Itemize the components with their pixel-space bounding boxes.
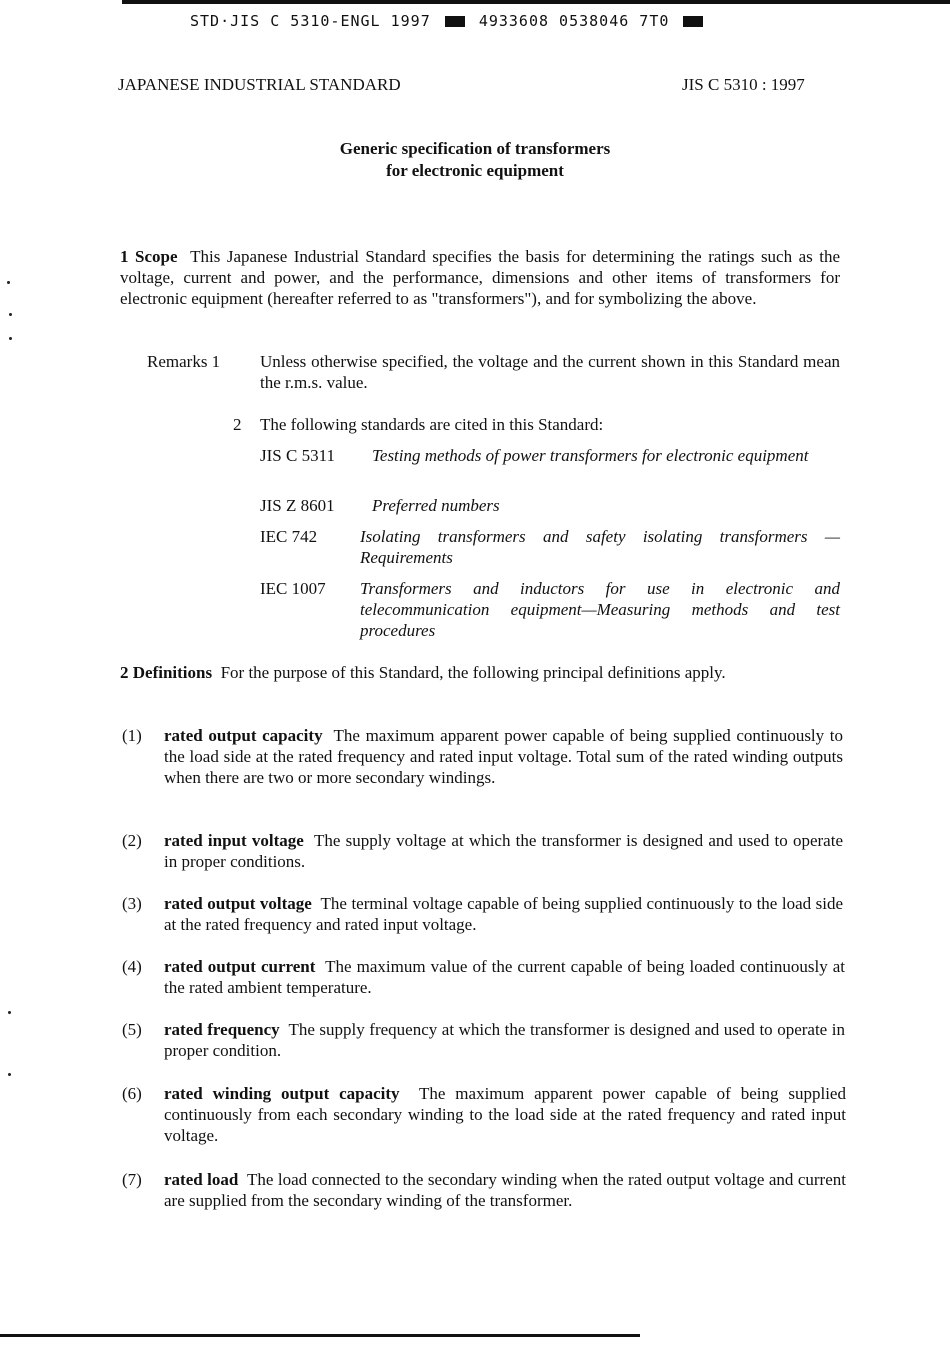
reference-code: JIS C 5311 <box>260 446 335 465</box>
document-title <box>0 138 950 182</box>
definitions-heading: 2 Definitions <box>120 663 213 682</box>
header-organization: JAPANESE INDUSTRIAL STANDARD <box>118 75 401 94</box>
definition-item <box>164 1083 846 1146</box>
definition-item <box>164 956 845 998</box>
definition-number: (5) <box>122 1020 142 1039</box>
definition-number: (4) <box>122 957 142 976</box>
reference-title: Preferred numbers <box>372 496 500 515</box>
definition-text: The supply voltage at which the transformer is designed and used to operate in proper conditions. <box>164 831 843 871</box>
reference-title: Transformers and inductors for use in electronic and telecommunication equipment—Measuring methods and test procedures <box>360 579 840 640</box>
remark-1-text: Unless otherwise specified, the voltage and the current shown in this Standard mean the r.m.s. value. <box>260 352 840 392</box>
definition-number: (1) <box>122 726 142 745</box>
definition-term: rated frequency <box>164 1020 280 1039</box>
definition-text: The terminal voltage capable of being supplied continuously to the load side at the rated frequency and rated input voltage. <box>164 894 843 934</box>
definition-number: (6) <box>122 1084 142 1103</box>
definitions-intro: For the purpose of this Standard, the following principal definitions apply. <box>220 663 726 682</box>
definition-text: The load connected to the secondary winding when the rated output voltage and current are supplied from the secondary winding of the transformer. <box>164 1170 846 1210</box>
definition-number: (3) <box>122 894 142 913</box>
reference-title: Isolating transformers and safety isolating transformers —Requirements <box>360 527 840 567</box>
definition-text: The maximum value of the current capable of being loaded continuously at the rated ambient temperature. <box>164 957 845 997</box>
definition-item <box>164 893 843 935</box>
definition-text: The supply frequency at which the transformer is designed and used to operate in proper condition. <box>164 1020 845 1060</box>
reference-title: Testing methods of power transformers for electronic equipment <box>372 446 809 465</box>
scope-section <box>120 246 840 309</box>
stamp-mid-text: 4933608 0538046 7T0 <box>478 12 670 30</box>
stamp-block-icon <box>683 16 703 27</box>
document-stamp <box>190 12 707 30</box>
definition-number: (2) <box>122 831 142 850</box>
definition-term: rated output voltage <box>164 894 312 913</box>
scope-heading: 1 Scope <box>120 247 178 266</box>
definition-term: rated input voltage <box>164 831 304 850</box>
definition-text: The maximum apparent power capable of being supplied continuously to the load side at the rated frequency and rated input voltage. Total sum of the rated winding outputs when there are two or more secondary windings. <box>164 726 844 787</box>
definition-number: (7) <box>122 1170 142 1189</box>
reference-code: JIS Z 8601 <box>260 496 335 515</box>
definitions-section <box>120 662 840 683</box>
remark-2-number: 2 <box>233 415 242 434</box>
margin-dot <box>8 1011 11 1014</box>
definition-item <box>164 725 843 788</box>
title-line-1: Generic specification of transformers <box>339 139 611 158</box>
margin-dot <box>7 281 10 284</box>
margin-dot <box>9 313 12 316</box>
reference-code: IEC 742 <box>260 527 318 546</box>
scope-text: This Japanese Industrial Standard specifies the basis for determining the ratings such as the voltage, current and power, and the performance, dimensions and other items of transformers for electronic equipment (hereafter referred to as "transformers"), and for symbolizing the above. <box>120 247 840 308</box>
definition-term: rated output capacity <box>164 726 323 745</box>
definition-item <box>164 1019 845 1061</box>
definition-term: rated load <box>164 1170 239 1189</box>
stamp-block-icon <box>445 16 465 27</box>
reference-code: IEC 1007 <box>260 579 326 598</box>
definition-item <box>164 1169 846 1211</box>
remarks-label: Remarks 1 <box>147 352 221 371</box>
margin-dot <box>8 1073 11 1076</box>
header-standard-number: JIS C 5310 : 1997 <box>682 75 805 94</box>
definition-term: rated winding output capacity <box>164 1084 400 1103</box>
definition-item <box>164 830 843 872</box>
remark-2-text: The following standards are cited in this Standard: <box>260 415 604 434</box>
title-line-2: for electronic equipment <box>386 161 564 180</box>
top-rule <box>122 0 950 4</box>
definition-text: The maximum apparent power capable of being supplied continuously from each secondary winding to the load side at the rated frequency and rated input voltage. <box>164 1084 846 1145</box>
margin-dot <box>9 337 12 340</box>
stamp-left-text: STD·JIS C 5310-ENGL 1997 <box>190 12 431 30</box>
bottom-rule <box>0 1334 640 1337</box>
definition-term: rated output current <box>164 957 316 976</box>
